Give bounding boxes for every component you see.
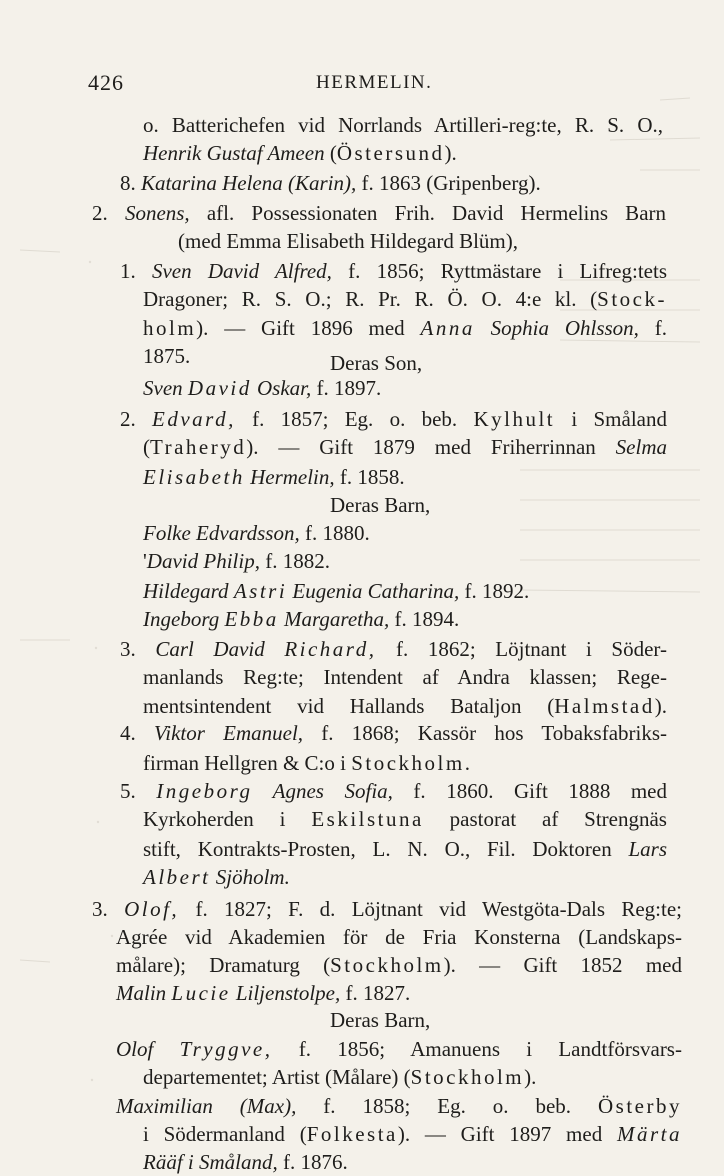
- line-text: Dragoner; R. S. O.; R. Pr. R. Ö. O. 4:e kl. (: [143, 287, 598, 311]
- text-line: [143, 520, 443, 547]
- text-line: [120, 258, 667, 285]
- text-line: [143, 548, 403, 575]
- line-text: f. 1858; Eg. o. beb.: [296, 1094, 598, 1118]
- text-line: [143, 112, 663, 139]
- text-line: [143, 464, 473, 491]
- line-text: (: [324, 141, 337, 165]
- text-line: [116, 1093, 682, 1120]
- emphasized-text: Folkesta: [306, 1122, 398, 1146]
- emphasized-text: Stockholm: [351, 751, 465, 775]
- text-line: [143, 140, 533, 167]
- text-line: [92, 896, 682, 923]
- emphasized-text: Eugenia Catharina,: [287, 579, 460, 603]
- emphasized-text: Rääf i Småland,: [143, 1150, 278, 1174]
- line-text: [475, 316, 491, 340]
- line-text: f. 1862; Löjtnant i Söder-: [376, 637, 667, 661]
- line-text: 2.: [92, 201, 125, 225]
- line-text: Agrée vid Akademien för de Fria Konsterna (Landskaps-: [116, 925, 682, 949]
- text-line: [92, 200, 666, 227]
- line-text: (: [143, 435, 150, 459]
- line-text: .: [464, 751, 470, 775]
- emphasized-text: Sven: [143, 376, 188, 400]
- emphasized-text: Albert: [143, 865, 211, 889]
- text-line: [330, 350, 470, 377]
- line-text: ). — Gift 1852 med: [443, 953, 682, 977]
- line-text: f. 1868; Kassör hos Tobaksfabriks-: [303, 721, 668, 745]
- emphasized-text: Olof,: [124, 897, 180, 921]
- line-text: i Småland: [555, 407, 667, 431]
- line-text: f. 1894.: [389, 607, 460, 631]
- line-text: ). — Gift 1896 med: [196, 316, 421, 340]
- line-text: f. 1876.: [277, 1150, 348, 1174]
- line-text: Kyrkoherden i: [143, 807, 312, 831]
- line-text: stift, Kontrakts-Prosten, L. N. O., Fil. Doktoren: [143, 837, 629, 861]
- emphasized-text: holm: [143, 316, 197, 340]
- emphasized-text: Lars: [628, 837, 667, 861]
- emphasized-text: Traheryd: [150, 435, 247, 459]
- text-line: [143, 806, 667, 833]
- emphasized-text: Katarina Helena (Karin),: [141, 171, 357, 195]
- text-line: [143, 836, 667, 863]
- line-text: Deras Barn,: [330, 1008, 431, 1032]
- line-text: Deras Barn,: [330, 493, 431, 517]
- emphasized-text: Anna: [420, 316, 475, 340]
- line-text: ).: [444, 141, 457, 165]
- emphasized-text: Agnes Sofia,: [252, 779, 393, 803]
- line-text: f. 1892.: [459, 579, 530, 603]
- emphasized-text: Östersund: [336, 141, 445, 165]
- line-text: ).: [524, 1065, 537, 1089]
- line-text: f. 1882.: [259, 549, 330, 573]
- line-text: manlands Reg:te; Intendent af Andra klassen; Rege-: [143, 665, 667, 689]
- text-line: [143, 1121, 682, 1148]
- line-text: (med Emma Elisabeth Hildegard Blüm),: [178, 229, 518, 253]
- line-text: f.: [638, 316, 668, 340]
- running-header: [88, 70, 668, 104]
- text-line: [143, 375, 463, 402]
- text-line: [143, 434, 667, 461]
- emphasized-text: Österby: [598, 1094, 682, 1118]
- line-text: mentsintendent vid Hallands Bataljon (: [143, 694, 555, 718]
- emphasized-text: Maximilian (Max),: [116, 1094, 297, 1118]
- emphasized-text: Stockholm: [330, 953, 444, 977]
- emphasized-text: Eskilstuna: [311, 807, 424, 831]
- emphasized-text: Carl David: [155, 637, 285, 661]
- text-line: [143, 343, 203, 370]
- text-line: [330, 492, 470, 519]
- emphasized-text: Astri: [233, 579, 288, 603]
- text-line: [116, 980, 516, 1007]
- emphasized-text: Viktor Emanuel,: [153, 721, 304, 745]
- line-text: 8.: [120, 171, 141, 195]
- line-text: ': [143, 549, 147, 573]
- line-text: f. 1827.: [340, 981, 411, 1005]
- emphasized-text: Tryggve,: [179, 1037, 273, 1061]
- text-line: [120, 636, 667, 663]
- line-text: departementet; Artist (Målare) (: [143, 1065, 411, 1089]
- line-text: o. Batterichefen vid Norrlands Artilleri-reg:te, R. S. O.,: [143, 113, 663, 137]
- emphasized-text: Olof: [116, 1037, 180, 1061]
- text-line: [143, 864, 293, 891]
- line-text: målare); Dramaturg (: [116, 953, 331, 977]
- emphasized-text: Ingeborg: [143, 607, 225, 631]
- line-text: 1.: [120, 259, 152, 283]
- text-line: [143, 1149, 403, 1176]
- emphasized-text: Kylhult: [473, 407, 556, 431]
- text-line: [143, 1064, 613, 1091]
- line-text: f. 1857; Eg. o. beb.: [235, 407, 474, 431]
- emphasized-text: Liljenstolpe,: [230, 981, 341, 1005]
- text-line: [143, 693, 667, 720]
- text-line: [120, 778, 667, 805]
- line-text: f. 1897.: [311, 376, 382, 400]
- line-text: 1875.: [143, 344, 191, 368]
- text-line: [143, 750, 523, 777]
- text-line: [143, 578, 623, 605]
- text-line: [120, 170, 600, 197]
- text-line: [143, 315, 667, 342]
- line-text: afl. Possessionaten Frih. David Hermelins Barn: [189, 201, 667, 225]
- line-text: ). — Gift 1897 med: [397, 1122, 617, 1146]
- emphasized-text: Henrik Gustaf Ameen: [143, 141, 325, 165]
- text-line: [116, 1036, 682, 1063]
- emphasized-text: Hermelin,: [244, 465, 335, 489]
- line-text: pastorat af Strengnäs: [423, 807, 667, 831]
- emphasized-text: Sophia Ohlsson,: [490, 316, 639, 340]
- line-text: 4.: [120, 721, 154, 745]
- emphasized-text: Stock-: [597, 287, 667, 311]
- emphasized-text: Richard,: [284, 637, 377, 661]
- emphasized-text: Sven David Alfred,: [151, 259, 332, 283]
- line-text: f. 1858.: [334, 465, 405, 489]
- line-text: 3.: [92, 897, 125, 921]
- line-text: f. 1860. Gift 1888 med: [392, 779, 667, 803]
- line-text: 3.: [120, 637, 156, 661]
- emphasized-text: Ebba: [224, 607, 279, 631]
- line-text: f. 1827; F. d. Löjtnant vid Westgöta-Dals Reg:te;: [179, 897, 683, 921]
- emphasized-text: Lucie: [171, 981, 231, 1005]
- text-line: [143, 606, 503, 633]
- emphasized-text: Halmstad: [554, 694, 655, 718]
- emphasized-text: Stockholm: [410, 1065, 525, 1089]
- line-text: f. 1880.: [299, 521, 370, 545]
- emphasized-text: Elisabeth: [143, 465, 245, 489]
- line-text: f. 1863 (Gripenberg).: [356, 171, 541, 195]
- text-line: [178, 228, 598, 255]
- emphasized-text: Margaretha,: [278, 607, 390, 631]
- line-text: f. 1856; Ryttmästare i Lifreg:tets: [331, 259, 668, 283]
- line-text: ). — Gift 1879 med Friherrinnan: [246, 435, 616, 459]
- text-line: [120, 720, 667, 747]
- line-text: firman Hellgren & C:o i: [143, 751, 352, 775]
- line-text: 5.: [120, 779, 157, 803]
- emphasized-text: Malin: [116, 981, 172, 1005]
- line-text: i Södermanland (: [143, 1122, 307, 1146]
- page-number: 426: [88, 70, 124, 95]
- emphasized-text: Selma: [615, 435, 667, 459]
- emphasized-text: Märta: [617, 1122, 682, 1146]
- line-text: ).: [654, 694, 667, 718]
- emphasized-text: Edvard,: [152, 407, 236, 431]
- line-text: f. 1856; Amanuens i Landtförsvars-: [272, 1037, 682, 1061]
- emphasized-text: Hildegard: [143, 579, 234, 603]
- emphasized-text: Ingeborg: [156, 779, 253, 803]
- emphasized-text: David: [187, 376, 252, 400]
- text-line: [116, 952, 682, 979]
- emphasized-text: Sonens,: [124, 201, 190, 225]
- text-line: [143, 286, 667, 313]
- text-line: [120, 406, 667, 433]
- emphasized-text: Folke Edvardsson,: [143, 521, 300, 545]
- text-line: [143, 664, 667, 691]
- text-line: [116, 924, 682, 951]
- emphasized-text: Oskar,: [251, 376, 312, 400]
- emphasized-text: David Philip,: [146, 549, 260, 573]
- line-text: Deras Son,: [330, 351, 423, 375]
- text-line: [330, 1007, 470, 1034]
- running-head-title: HERMELIN.: [316, 72, 433, 93]
- line-text: 2.: [120, 407, 153, 431]
- emphasized-text: Sjöholm.: [210, 865, 290, 889]
